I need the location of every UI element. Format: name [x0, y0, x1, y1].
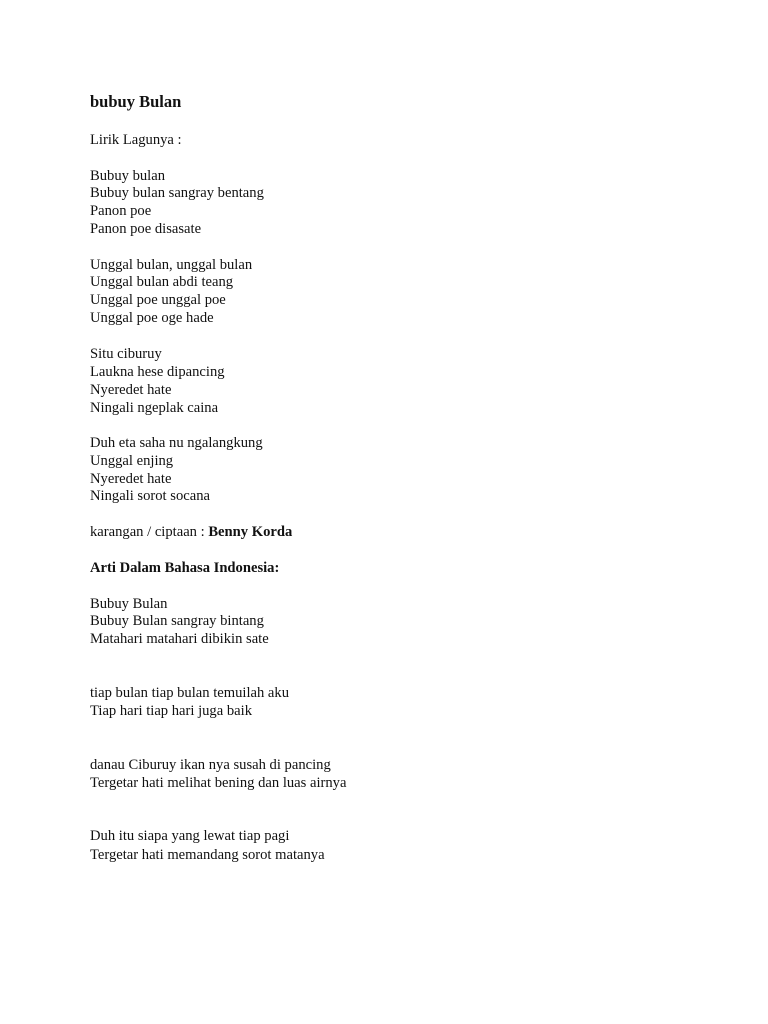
lyric-line: Ningali ngeplak caina [90, 400, 219, 416]
lyric-line: Nyeredet hate [90, 382, 172, 398]
lyric-line: Panon poe disasate [90, 221, 202, 237]
lyric-line: Nyeredet hate [90, 471, 172, 487]
translation-line: Bubuy Bulan [90, 596, 168, 612]
lyric-line: Bubuy bulan sangray bentang [90, 185, 264, 201]
lyric-line: Laukna hese dipancing [90, 364, 225, 380]
translation-line: Duh itu siapa yang lewat tiap pagi [90, 828, 290, 844]
translation-heading: Arti Dalam Bahasa Indonesia: [90, 560, 280, 576]
lyric-line: Unggal bulan, unggal bulan [90, 257, 253, 273]
lyric-line: Bubuy bulan [90, 168, 165, 184]
translation-line: Matahari matahari dibikin sate [90, 631, 269, 647]
lyric-line: Unggal bulan abdi teang [90, 274, 234, 290]
translation-line: Tergetar hati melihat bening dan luas airnya [90, 775, 347, 791]
lyric-line: Ningali sorot socana [90, 488, 210, 504]
lyric-line: Unggal poe oge hade [90, 310, 214, 326]
credit-label: karangan / ciptaan : [90, 524, 209, 540]
lyric-line: Unggal enjing [90, 453, 174, 469]
lyric-line: Duh eta saha nu ngalangkung [90, 435, 263, 451]
lyric-line: Situ ciburuy [90, 346, 162, 362]
lyrics-heading: Lirik Lagunya : [90, 132, 182, 148]
credit-author: Benny Korda [208, 524, 293, 540]
translation-line: Tergetar hati memandang sorot matanya [90, 847, 325, 863]
translation-line: tiap bulan tiap bulan temuilah aku [90, 685, 289, 701]
translation-line: Bubuy Bulan sangray bintang [90, 613, 264, 629]
lyric-line: Unggal poe unggal poe [90, 292, 226, 308]
credit-line [90, 523, 292, 541]
translation-line: Tiap hari tiap hari juga baik [90, 703, 252, 719]
document-title: bubuy Bulan [90, 92, 182, 111]
translation-line: danau Ciburuy ikan nya susah di pancing [90, 757, 331, 773]
lyric-line: Panon poe [90, 203, 152, 219]
